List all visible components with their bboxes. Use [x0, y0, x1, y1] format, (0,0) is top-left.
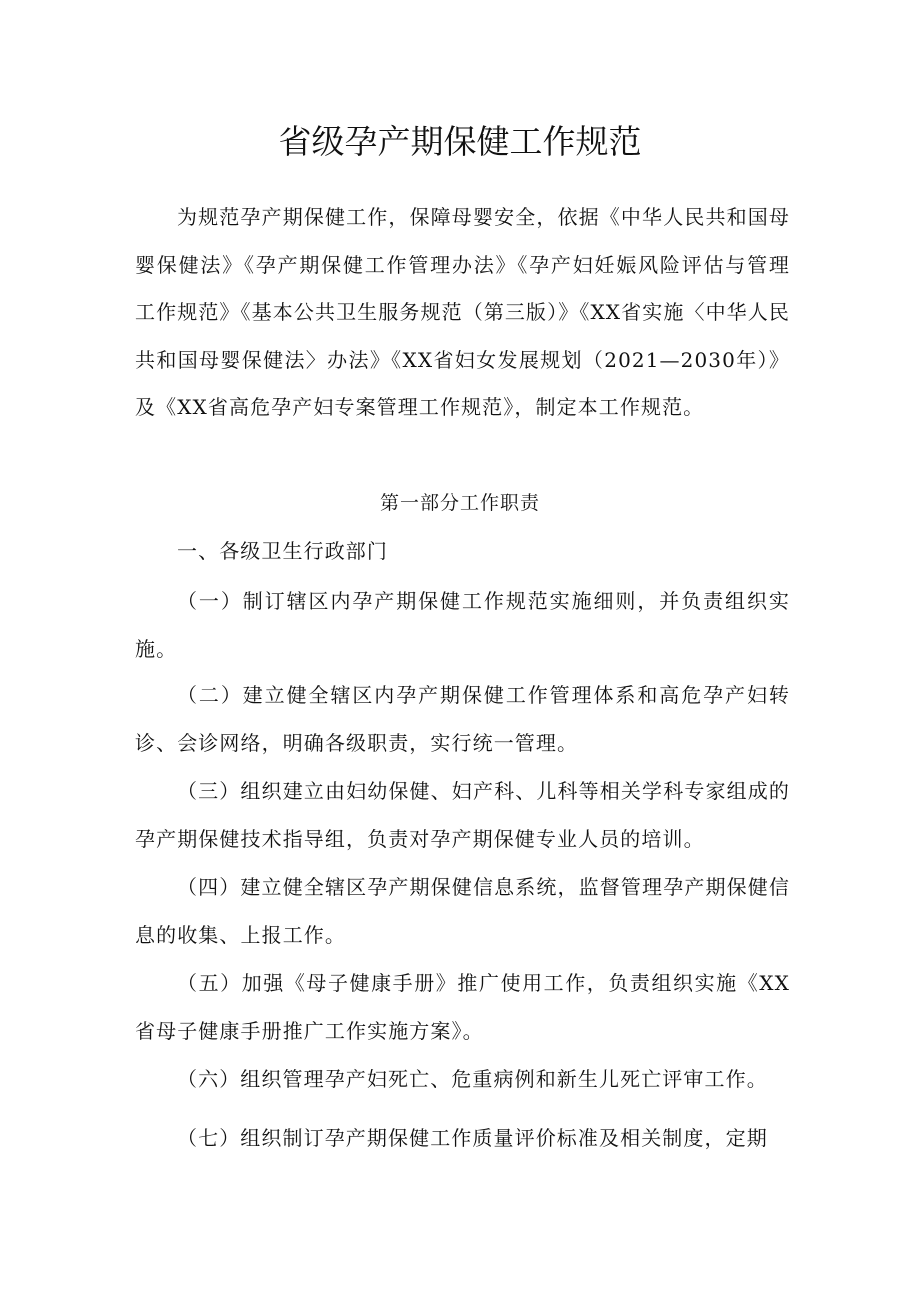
- document-title: 省级孕产期保健工作规范: [278, 122, 642, 161]
- item-paragraph-5: （五）加强《母子健康手册》推广使用工作，负责组织实施《XX省母子健康手册推广工作实施方案》。: [135, 971, 790, 1043]
- item-paragraph-4: （四）建立健全辖区孕产期保健信息系统，监督管理孕产期保健信息的收集、上报工作。: [135, 875, 790, 947]
- item-paragraph-6: （六）组织管理孕产妇死亡、危重病例和新生儿死亡评审工作。: [177, 1067, 768, 1091]
- section-heading: 一、各级卫生行政部门: [177, 539, 388, 563]
- item-paragraph-2: （二）建立健全辖区内孕产期保健工作管理体系和高危孕产妇转诊、会诊网络，明确各级职责，实行统一管理。: [135, 683, 790, 755]
- item-paragraph-3: （三）组织建立由妇幼保健、妇产科、儿科等相关学科专家组成的孕产期保健技术指导组，负责对孕产期保健专业人员的培训。: [135, 779, 790, 851]
- item-paragraph-7: （七）组织制订孕产期保健工作质量评价标准及相关制度，定期: [177, 1126, 768, 1150]
- part-heading: 第一部分工作职责: [379, 492, 540, 514]
- intro-paragraph: 为规范孕产期保健工作，保障母婴安全，依据《中华人民共和国母婴保健法》《孕产期保健工作管理办法》《孕产妇妊娠风险评估与管理工作规范》《基本公共卫生服务规范（第三版）》《XX省实施〈中华人民共和国母婴保健法〉办法》《XX省妇女发展规划（2021—2030年）》及《XX省高危孕产妇专案管理工作规范》，制定本工作规范。: [135, 205, 790, 420]
- item-paragraph-1: （一）制订辖区内孕产期保健工作规范实施细则，并负责组织实施。: [135, 589, 790, 661]
